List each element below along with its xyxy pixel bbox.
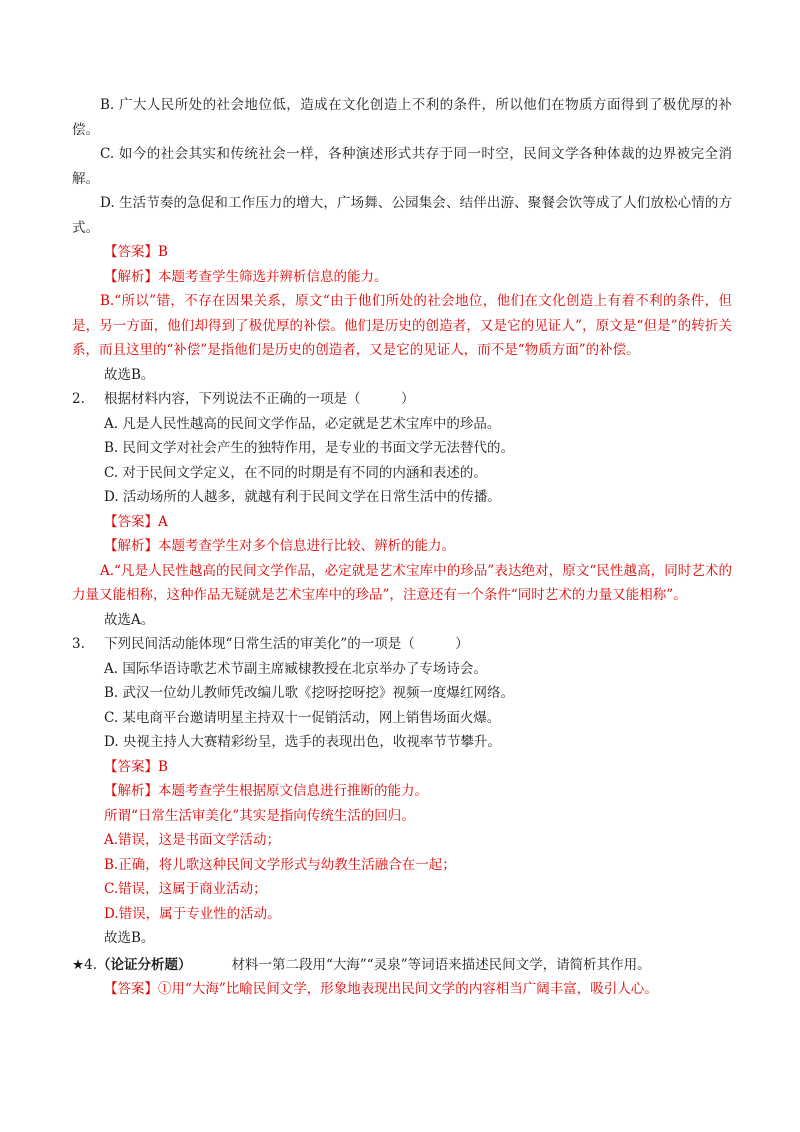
q1-option-c: C. 如今的社会其实和传统社会一样，各种演述形式共存于同一时空，民间文学各种体裁的边界被完全消解。: [72, 146, 732, 187]
q3-option-d: D. 央视主持人大赛精彩纷呈，选手的表现出色，收视率节节攀升。: [104, 734, 501, 750]
analysis-text: 本题考查学生对多个信息进行比较、辨析的能力。: [158, 538, 455, 554]
q1-answer: [72, 240, 732, 265]
answer-value: ①用“大海”比喻民间文学，形象地表现出民间文学的内容相当广阔丰富，吸引人心。: [158, 981, 658, 997]
answer-value: A: [158, 513, 168, 530]
answer-value: B: [158, 758, 168, 775]
q3-analysis: [72, 779, 732, 804]
q3-stem: [72, 632, 732, 657]
q2-option-a: A. 凡是人民性越高的民间文学作品，必定就是艺术宝库中的珍品。: [104, 415, 501, 432]
analysis-tag: 【解析】: [104, 268, 158, 285]
analysis-text: 本题考查学生筛选并辨析信息的能力。: [158, 268, 388, 285]
answer-value: B: [158, 244, 168, 260]
q2-answer: [72, 510, 732, 535]
q4-stem-text: 材料一第二段用“大海”“灵泉”等词语来描述民间文学，请简析其作用。: [231, 956, 651, 973]
q3-option-a: A. 国际华语诗歌艺术节副主席臧棣教授在北京举办了专场诗会。: [104, 660, 487, 677]
q2-option-c: C. 对于民间文学定义，在不同的时期是有不同的内涵和表述的。: [104, 464, 487, 481]
q1-choose: 故选B。: [104, 366, 155, 383]
q3-explain-line: C.错误，这属于商业活动；: [104, 881, 267, 897]
q3-option-b: B. 武汉一位幼儿教师凭改编儿歌《挖呀挖呀挖》视频一度爆红网络。: [104, 685, 515, 701]
q2-stem: [72, 387, 732, 412]
q2-option-d: D. 活动场所的人越多，就越有利于民间文学在日常生活中的传播。: [104, 489, 501, 505]
q2-stem-text: 根据材料内容，下列说法不正确的一项是（ ）: [104, 391, 415, 407]
q3-explain-line: B.正确，将儿歌这种民间文学形式与幼教生活融合在一起；: [104, 856, 456, 873]
q4-stem: [72, 953, 732, 978]
q3-option-c: C. 某电商平台邀请明星主持双十一促销活动，网上销售场面火爆。: [104, 709, 501, 726]
q2-choose: 故选A。: [104, 611, 155, 628]
q1-explanation: B.“所以”错，不存在因果关系，原文“由于他们所处的社会地位，他们在文化创造上有着不利的条件，但是，另一方面，他们却得到了极优厚的补偿。他们是历史的创造者，又是它的见证人”，原文是“但是”的转折关系，而且这里的“补偿”是指他们是历史的创造者，又是它的见证人，而不是“物质方面”的补偿。: [72, 293, 732, 358]
answer-tag: 【答案】: [104, 513, 158, 530]
q1-analysis: [72, 265, 732, 290]
analysis-tag: 【解析】: [104, 538, 158, 554]
q3-number: 3.: [72, 636, 85, 652]
answer-tag: 【答案】: [104, 244, 158, 260]
q2-analysis: [72, 534, 732, 559]
q4-answer: [72, 977, 732, 1002]
q3-explain-line: D.错误，属于专业性的活动。: [104, 905, 281, 922]
q1-option-d: D. 生活节奏的急促和工作压力的增大，广场舞、公园集会、结伴出游、聚餐会饮等成了人们放松心情的方式。: [72, 195, 732, 236]
q4-type: （论证分析题）: [96, 956, 192, 973]
analysis-text: 本题考查学生根据原文信息进行推断的能力。: [158, 783, 428, 799]
q3-explain-line: A.错误，这是书面文学活动；: [104, 832, 281, 848]
document-body: [72, 93, 732, 1002]
q3-explain-line: 所谓“日常生活审美化”其实是指向传统生活的回归。: [104, 807, 415, 824]
answer-tag: 【答案】: [104, 981, 158, 997]
q3-stem-text: 下列民间活动能体现“日常生活的审美化”的一项是（ ）: [104, 636, 469, 652]
q2-option-b: B. 民间文学对社会产生的独特作用，是专业的书面文学无法替代的。: [104, 440, 515, 456]
analysis-tag: 【解析】: [104, 783, 158, 799]
answer-tag: 【答案】: [104, 758, 158, 775]
q2-explanation: A.“凡是人民性越高的民间文学作品，必定就是艺术宝库中的珍品”表达绝对，原文“民性越高，同时艺术的力量又能相称，这种作品无疑就是艺术宝库中的珍品”，注意还有一个条件“同时艺术的力量又能相称”。: [72, 562, 732, 603]
q3-choose: 故选B。: [104, 930, 155, 946]
q1-option-b: B. 广大人民所处的社会地位低，造成在文化创造上不利的条件，所以他们在物质方面得到了极优厚的补偿。: [72, 97, 732, 138]
q4-number: ★4.: [72, 956, 97, 973]
q2-number: 2.: [72, 391, 85, 407]
q3-answer: [72, 755, 732, 780]
